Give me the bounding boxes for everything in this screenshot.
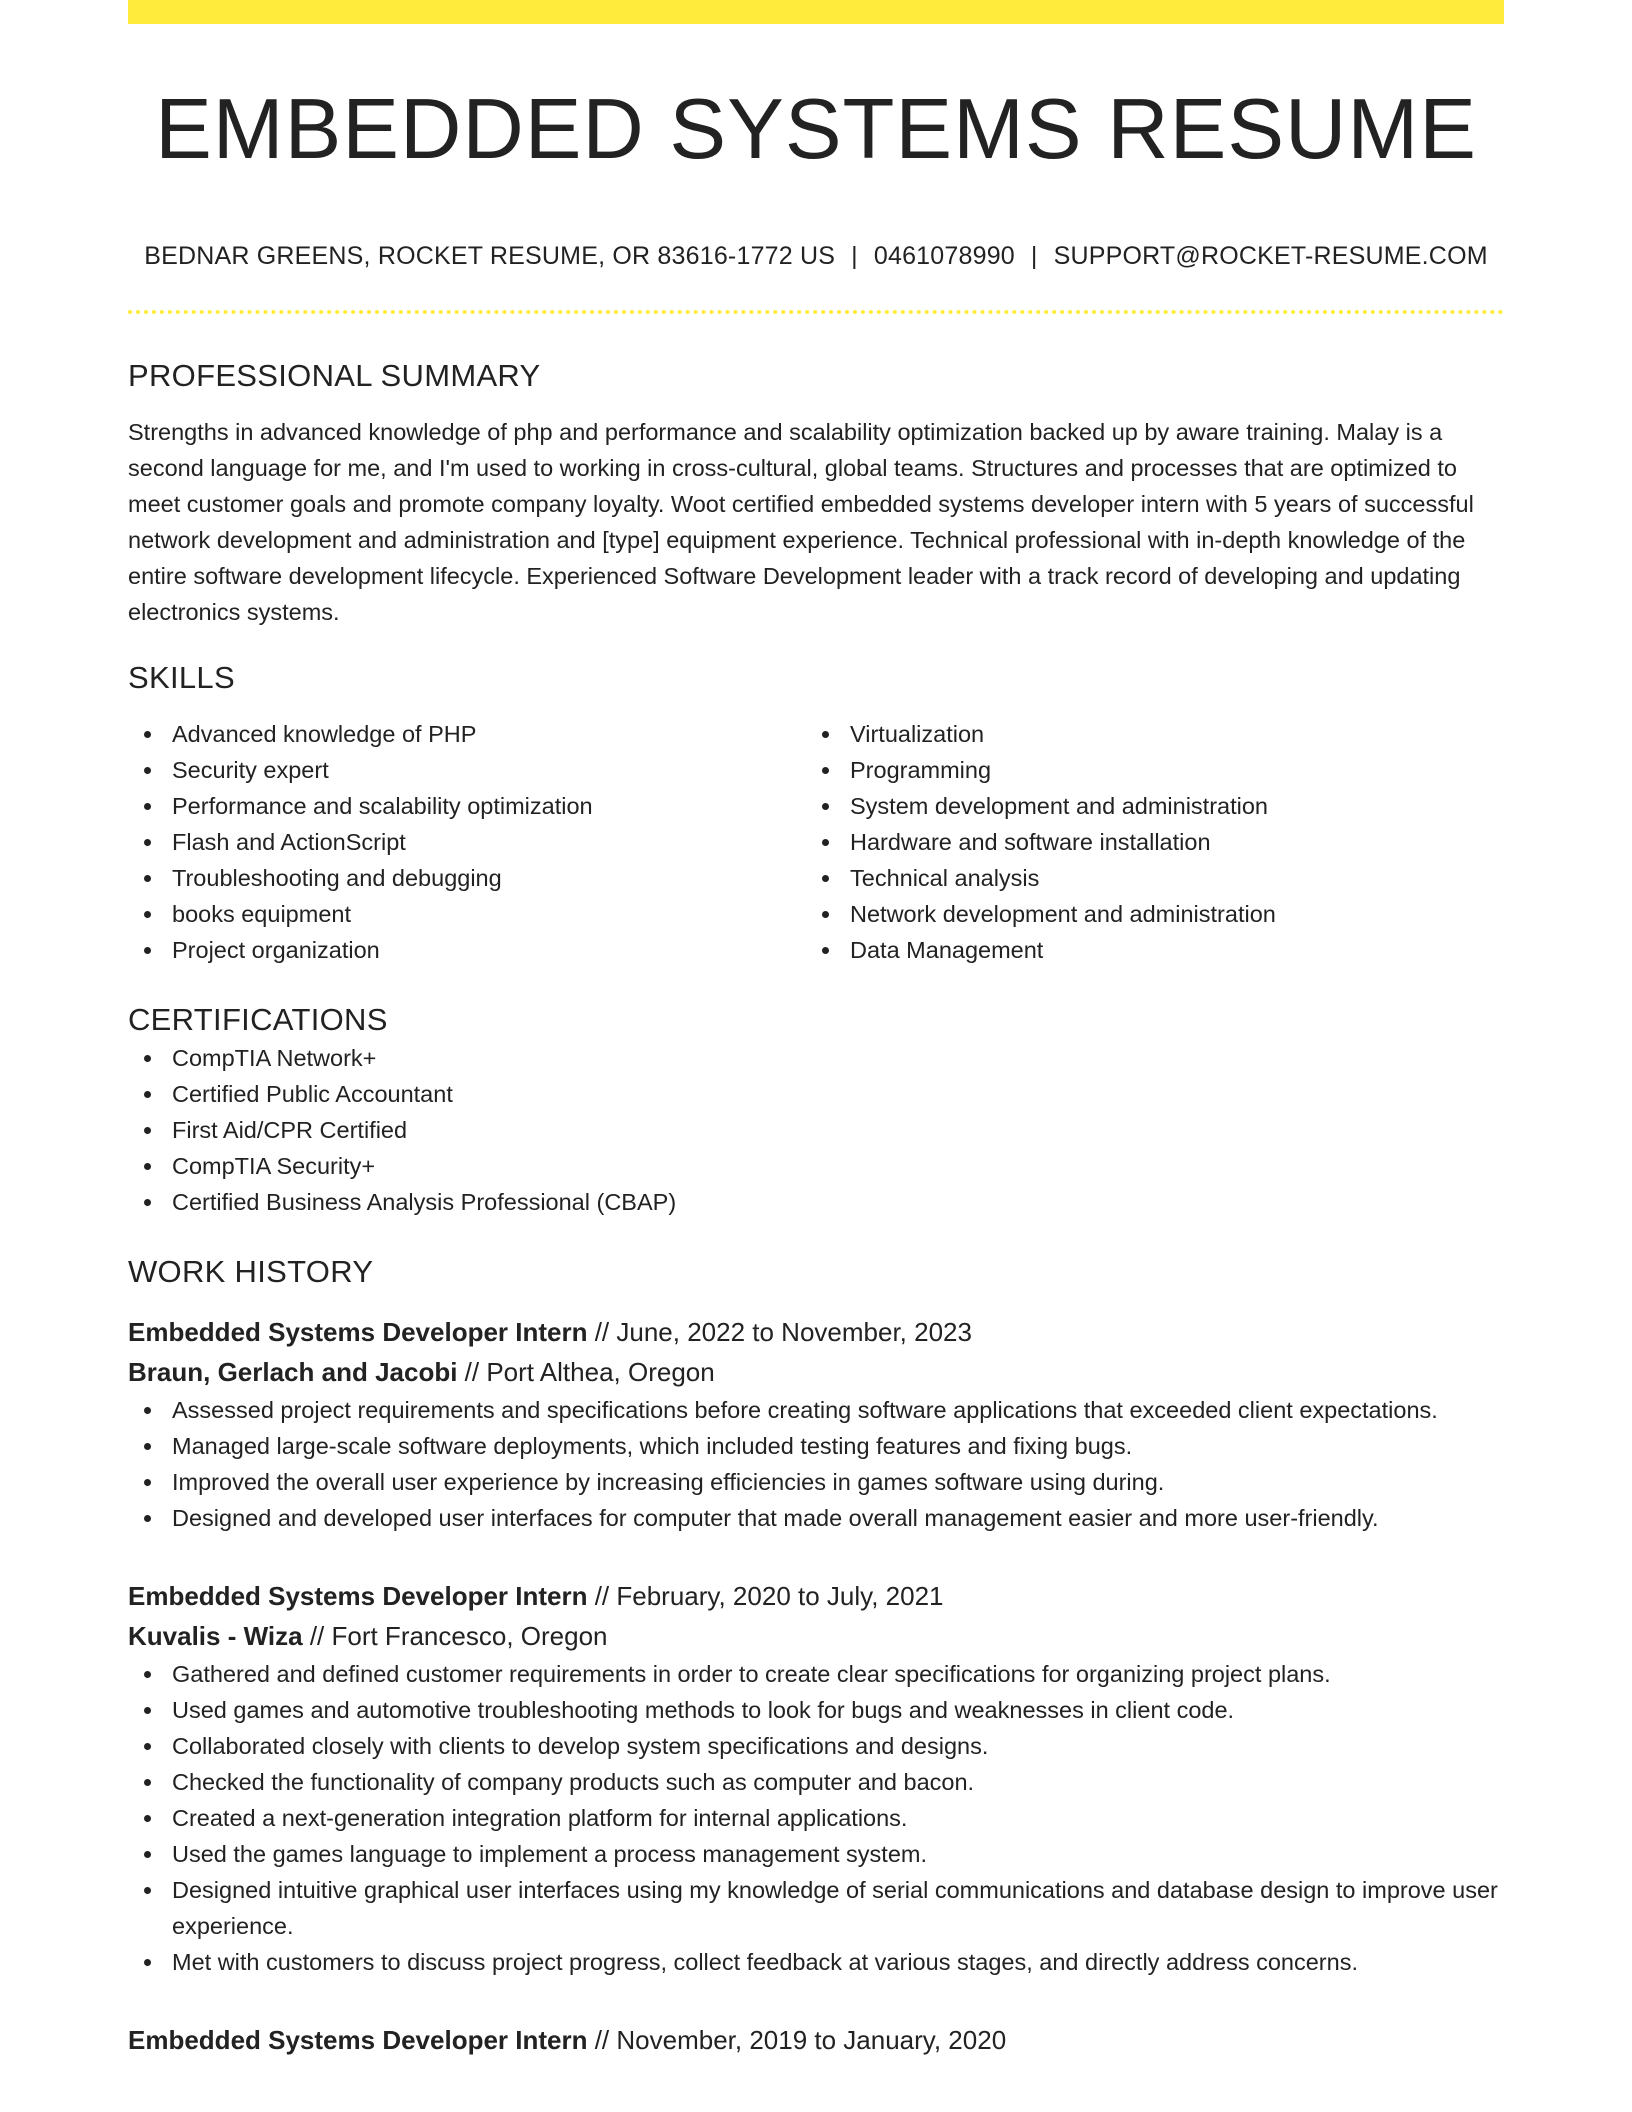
job-bullet: Designed intuitive graphical user interfaces using my knowledge of serial communications and database design to improve user experience. bbox=[128, 1872, 1504, 1944]
dotted-divider bbox=[128, 310, 1504, 314]
contact-separator: | bbox=[1030, 242, 1038, 270]
skill-item: books equipment bbox=[128, 896, 806, 932]
skill-item: Virtualization bbox=[806, 716, 1484, 752]
job-bullet: Used the games language to implement a process management system. bbox=[128, 1836, 1504, 1872]
job-bullet-list bbox=[128, 1656, 1504, 1980]
skills-heading: SKILLS bbox=[128, 660, 235, 695]
skills-right-list bbox=[806, 716, 1484, 968]
job-bullet: Managed large-scale software deployments, which included testing features and fixing bugs. bbox=[128, 1428, 1504, 1464]
resume-title: EMBEDDED SYSTEMS RESUME bbox=[155, 82, 1477, 177]
skill-item: Troubleshooting and debugging bbox=[128, 860, 806, 896]
job-title: Embedded Systems Developer Intern bbox=[128, 1581, 588, 1611]
certification-item: Certified Public Accountant bbox=[128, 1076, 1504, 1112]
contact-email[interactable]: SUPPORT@ROCKET-RESUME.COM bbox=[1053, 242, 1488, 270]
skill-item: Advanced knowledge of PHP bbox=[128, 716, 806, 752]
skill-item: Performance and scalability optimization bbox=[128, 788, 806, 824]
skill-item: Security expert bbox=[128, 752, 806, 788]
skills-left-list bbox=[128, 716, 806, 968]
job-bullet: Used games and automotive troubleshooting methods to look for bugs and weaknesses in client code. bbox=[128, 1692, 1504, 1728]
certification-item: CompTIA Network+ bbox=[128, 1040, 1504, 1076]
job-company-line bbox=[128, 1352, 1504, 1392]
job-title-line bbox=[128, 1312, 1504, 1352]
job-title: Embedded Systems Developer Intern bbox=[128, 1317, 588, 1347]
job-company: Kuvalis - Wiza bbox=[128, 1621, 303, 1651]
skills-right-column bbox=[806, 716, 1484, 968]
summary-text: Strengths in advanced knowledge of php and performance and scalability optimization backed up by aware training. Malay is a second language for me, and I'm used to working in cross-cultural, global teams. Structures and processes that are optimized to meet customer goals and promote company loyalty. Woot certified embedded systems developer intern with 5 years of successful network development and administration and [type] equipment experience. Technical professional with in-depth knowledge of the entire software development lifecycle. Experienced Software Development leader with a track record of developing and updating electronics systems. bbox=[128, 419, 1474, 625]
job-entry bbox=[128, 1576, 1504, 1980]
summary-heading: PROFESSIONAL SUMMARY bbox=[128, 358, 541, 393]
skills-columns bbox=[128, 716, 1504, 968]
job-entry bbox=[128, 2020, 1504, 2060]
certification-item: First Aid/CPR Certified bbox=[128, 1112, 1504, 1148]
job-title-line bbox=[128, 1576, 1504, 1616]
certification-item: Certified Business Analysis Professional (CBAP) bbox=[128, 1184, 1504, 1220]
job-bullet: Met with customers to discuss project progress, collect feedback at various stages, and directly address concerns. bbox=[128, 1944, 1504, 1980]
job-company-line bbox=[128, 1616, 1504, 1656]
skill-item: Data Management bbox=[806, 932, 1484, 968]
contact-line bbox=[128, 240, 1504, 272]
job-bullet: Designed and developed user interfaces for computer that made overall management easier and more user-friendly. bbox=[128, 1500, 1504, 1536]
job-location: // Port Althea, Oregon bbox=[457, 1357, 715, 1387]
work-history-heading: WORK HISTORY bbox=[128, 1254, 374, 1289]
job-bullet: Gathered and defined customer requirements in order to create clear specifications for organizing project plans. bbox=[128, 1656, 1504, 1692]
job-title: Embedded Systems Developer Intern bbox=[128, 2025, 588, 2055]
contact-address: BEDNAR GREENS, ROCKET RESUME, OR 83616-1772 US bbox=[144, 242, 836, 270]
certifications-list bbox=[128, 1040, 1504, 1220]
job-location: // Fort Francesco, Oregon bbox=[302, 1621, 608, 1651]
job-bullet: Assessed project requirements and specifications before creating software applications that exceeded client expectations. bbox=[128, 1392, 1504, 1428]
job-company: Braun, Gerlach and Jacobi bbox=[128, 1357, 458, 1387]
job-dates: // June, 2022 to November, 2023 bbox=[587, 1317, 972, 1347]
skill-item: Project organization bbox=[128, 932, 806, 968]
job-bullet: Created a next-generation integration platform for internal applications. bbox=[128, 1800, 1504, 1836]
job-title-line bbox=[128, 2020, 1504, 2060]
certifications-heading: CERTIFICATIONS bbox=[128, 1002, 388, 1037]
skill-item: Flash and ActionScript bbox=[128, 824, 806, 860]
skill-item: Network development and administration bbox=[806, 896, 1484, 932]
job-bullet: Collaborated closely with clients to develop system specifications and designs. bbox=[128, 1728, 1504, 1764]
skill-item: Hardware and software installation bbox=[806, 824, 1484, 860]
job-bullet: Improved the overall user experience by increasing efficiencies in games software using during. bbox=[128, 1464, 1504, 1500]
skill-item: Programming bbox=[806, 752, 1484, 788]
skills-left-column bbox=[128, 716, 806, 968]
certification-item: CompTIA Security+ bbox=[128, 1148, 1504, 1184]
job-bullet: Checked the functionality of company products such as computer and bacon. bbox=[128, 1764, 1504, 1800]
contact-separator: | bbox=[851, 242, 858, 270]
job-dates: // November, 2019 to January, 2020 bbox=[587, 2025, 1007, 2055]
resume-content bbox=[128, 0, 1504, 2060]
job-bullet-list bbox=[128, 1392, 1504, 1536]
job-entry bbox=[128, 1312, 1504, 1536]
skill-item: Technical analysis bbox=[806, 860, 1484, 896]
job-dates: // February, 2020 to July, 2021 bbox=[587, 1581, 944, 1611]
contact-phone[interactable]: 0461078990 bbox=[873, 242, 1015, 270]
skill-item: System development and administration bbox=[806, 788, 1484, 824]
